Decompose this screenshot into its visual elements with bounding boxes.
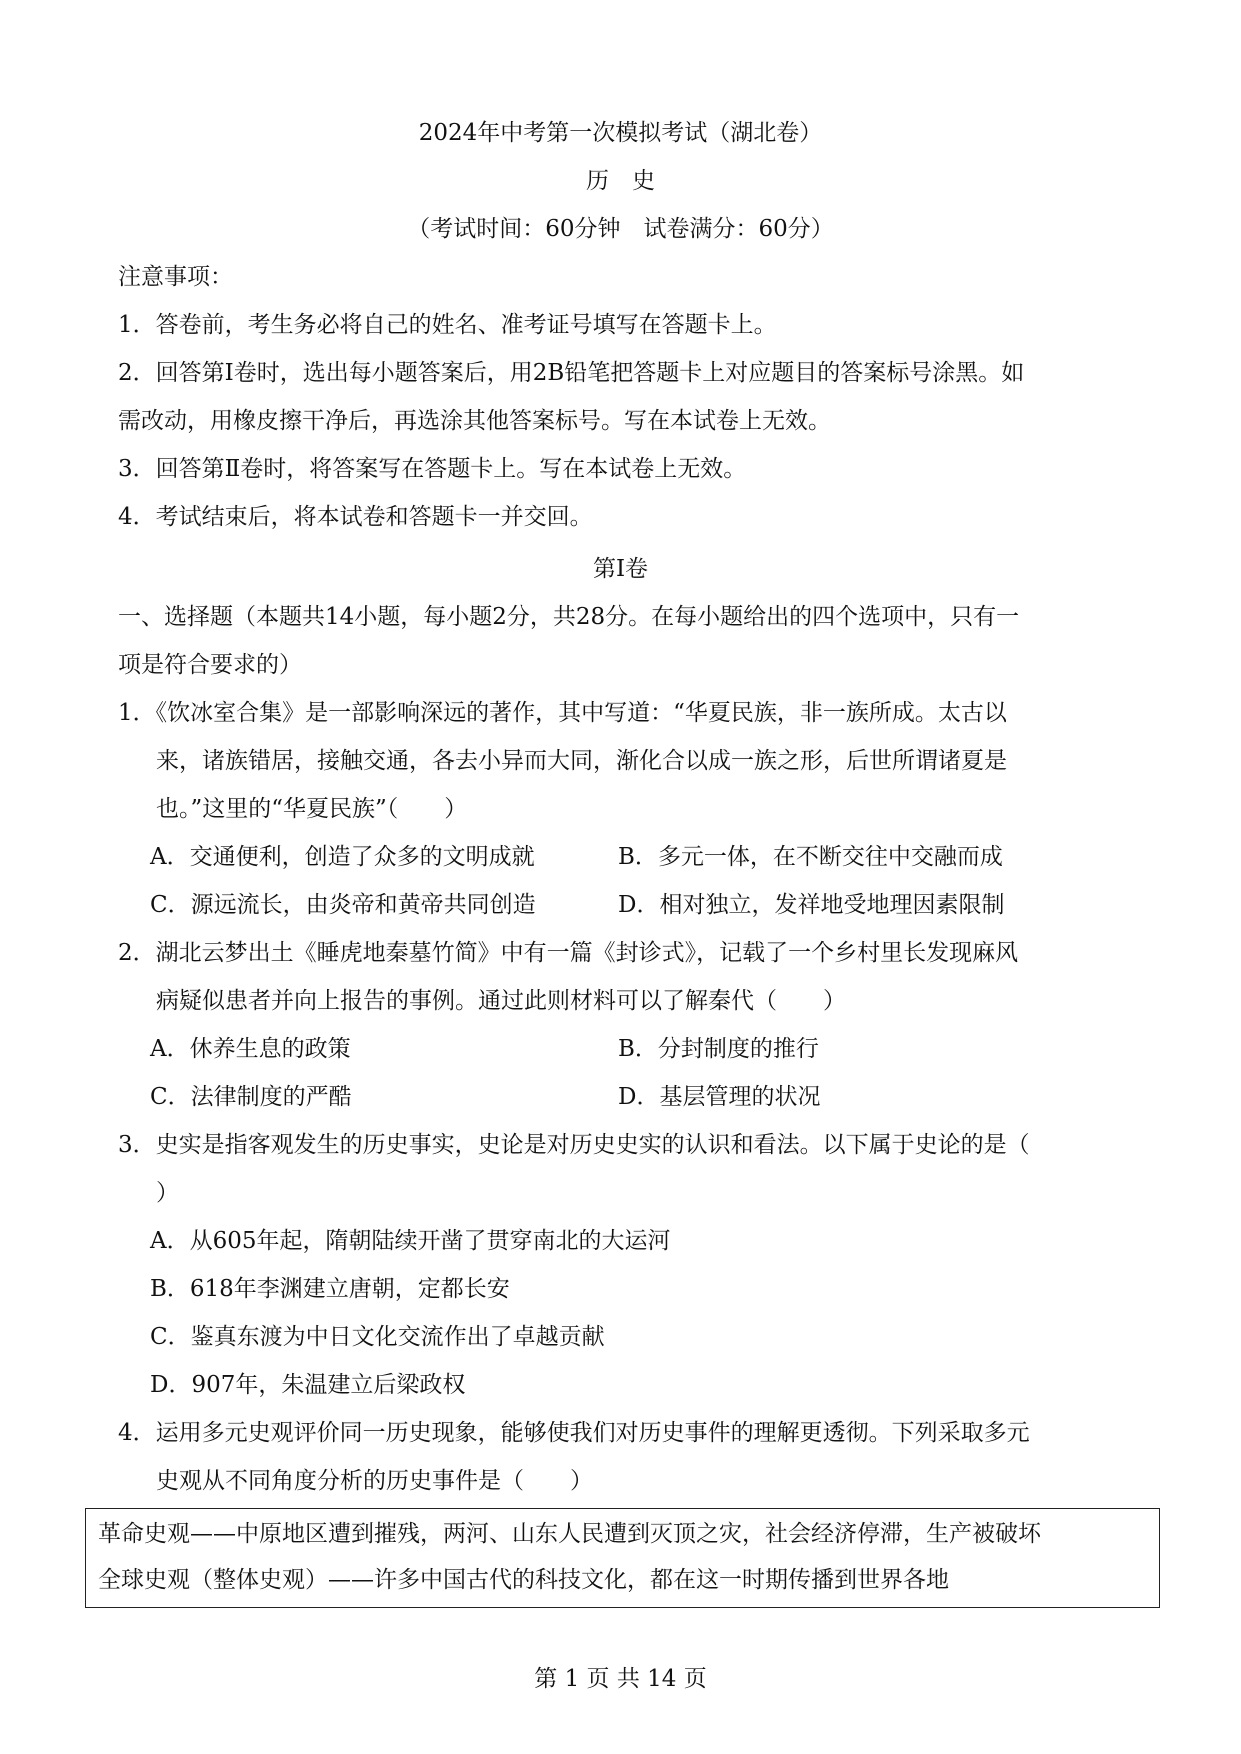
note-item: 需改动，用橡皮擦干净后，再选涂其他答案标号。写在本试卷上无效。: [118, 408, 831, 434]
note-item: 1．答卷前，考生务必将自己的姓名、准考证号填写在答题卡上。: [118, 312, 777, 338]
question-3-option-a: A．从605年起，隋朝陆续开凿了贯穿南北的大运河: [150, 1228, 671, 1254]
section-heading: 一、选择题（本题共14小题，每小题2分，共28分。在每小题给出的四个选项中，只有一: [118, 604, 1020, 630]
question-2-option-c: C．法律制度的严酷: [150, 1084, 352, 1110]
question-1-option-c: C．源远流长，由炎帝和黄帝共同创造: [150, 892, 536, 918]
question-1-option-d: D．相对独立，发祥地受地理因素限制: [618, 892, 1005, 918]
question-4-stem: 4．运用多元史观评价同一历史现象，能够使我们对历史事件的理解更透彻。下列采取多元: [118, 1420, 1030, 1446]
material-line: 革命史观——中原地区遭到摧残，两河、山东人民遭到灭顶之灾，社会经济停滞，生产被破坏: [98, 1521, 1041, 1547]
question-1-stem: 来，诸族错居，接触交通，各去小异而大同，渐化合以成一族之形，后世所谓诸夏是: [156, 748, 1007, 774]
page-number: 第 1 页 共 14 页: [534, 1666, 707, 1692]
notes-heading: 注意事项：: [118, 264, 233, 290]
question-3-option-b: B．618年李渊建立唐朝，定都长安: [150, 1276, 510, 1302]
question-3-option-d: D．907年，朱温建立后梁政权: [150, 1372, 466, 1398]
question-1-stem: 也。”这里的“华夏民族”（ ）: [156, 796, 468, 822]
exam-info: （考试时间：60分钟 试卷满分：60分）: [407, 216, 834, 242]
question-1-option-b: B．多元一体，在不断交往中交融而成: [618, 844, 1003, 870]
exam-subject: 历 史: [586, 168, 655, 194]
material-line: 全球史观（整体史观）——许多中国古代的科技文化，都在这一时期传播到世界各地: [98, 1567, 949, 1593]
question-3-stem: 3．史实是指客观发生的历史事实，史论是对历史史实的认识和看法。以下属于史论的是（: [118, 1132, 1030, 1158]
question-2-option-a: A．休养生息的政策: [150, 1036, 351, 1062]
exam-title: 2024年中考第一次模拟考试（湖北卷）: [418, 120, 823, 146]
note-item: 3．回答第Ⅱ卷时，将答案写在答题卡上。写在本试卷上无效。: [118, 456, 747, 482]
section-label: 第Ⅰ卷: [592, 556, 649, 582]
question-1-option-a: A．交通便利，创造了众多的文明成就: [150, 844, 535, 870]
question-4-stem: 史观从不同角度分析的历史事件是（ ）: [156, 1468, 593, 1494]
question-2-stem: 2．湖北云梦出土《睡虎地秦墓竹简》中有一篇《封诊式》，记载了一个乡村里长发现麻风: [118, 940, 1019, 966]
question-2-stem: 病疑似患者并向上报告的事例。通过此则材料可以了解秦代（ ）: [156, 988, 846, 1014]
question-2-option-d: D．基层管理的状况: [618, 1084, 821, 1110]
note-item: 4．考试结束后，将本试卷和答题卡一并交回。: [118, 504, 593, 530]
question-3-option-c: C．鉴真东渡为中日文化交流作出了卓越贡献: [150, 1324, 605, 1350]
question-2-option-b: B．分封制度的推行: [618, 1036, 819, 1062]
section-heading: 项是符合要求的）: [118, 652, 302, 678]
question-4-material-box: [85, 1508, 1160, 1608]
question-3-stem: ）: [156, 1180, 179, 1206]
note-item: 2．回答第Ⅰ卷时，选出每小题答案后，用2B铅笔把答题卡上对应题目的答案标号涂黑。如: [118, 360, 1025, 386]
question-1-stem: 1．《饮冰室合集》是一部影响深远的著作，其中写道：“华夏民族，非一族所成。太古以: [118, 700, 1007, 726]
